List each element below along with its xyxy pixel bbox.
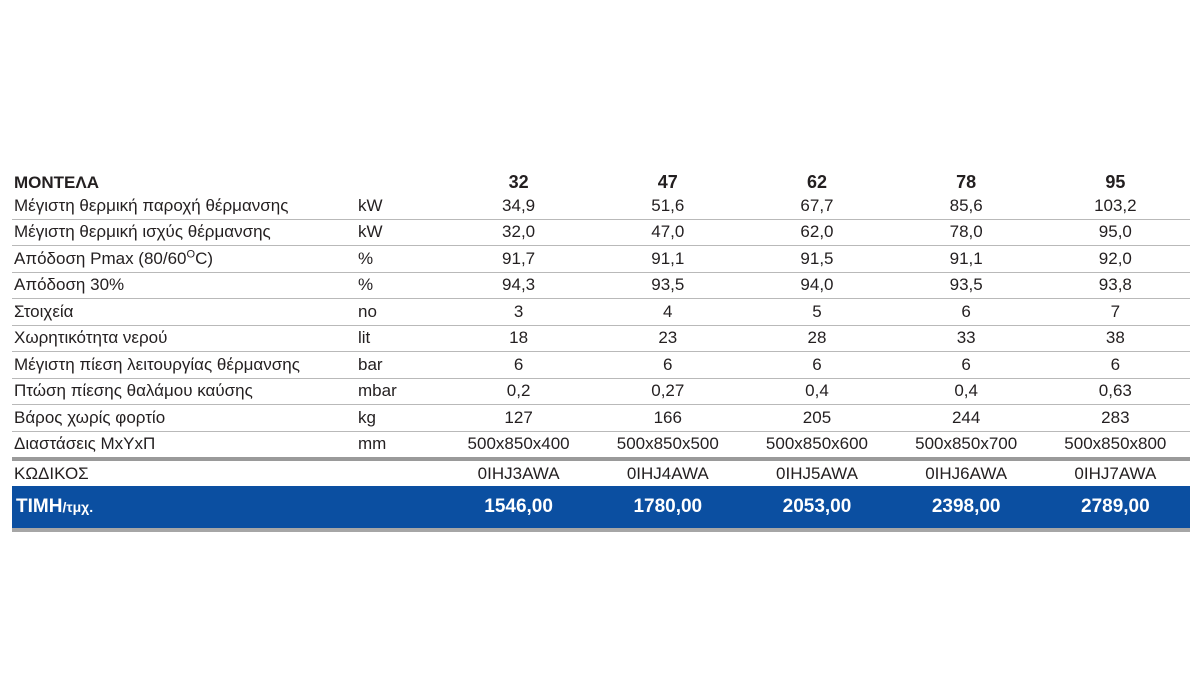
product-code: 0IHJ5AWA — [776, 463, 858, 483]
cell-value: 0,27 — [593, 378, 742, 405]
table-row — [12, 378, 1190, 405]
row-unit: kg — [358, 405, 444, 432]
cell-value: 32,0 — [444, 219, 593, 246]
cell-value: 23 — [593, 325, 742, 352]
cell-value: 0,2 — [444, 378, 593, 405]
product-code: 0IHJ4AWA — [626, 463, 709, 483]
table-row — [12, 352, 1190, 379]
cell-value: 6 — [1041, 352, 1190, 379]
table-row — [12, 219, 1190, 246]
cell-value: 0,4 — [742, 378, 891, 405]
price-unit-cell — [358, 486, 444, 530]
cell-value: 166 — [593, 405, 742, 432]
row-unit: no — [358, 299, 444, 326]
cell-value: 0,63 — [1041, 378, 1190, 405]
table-row — [12, 431, 1190, 459]
table-row — [12, 325, 1190, 352]
table-row — [12, 405, 1190, 432]
cell-value: 33 — [892, 325, 1041, 352]
code-label: ΚΩΔΙΚΟΣ — [14, 463, 89, 483]
product-code: 0IHJ7AWA — [1074, 463, 1157, 483]
cell-value: 500x850x800 — [1041, 431, 1190, 459]
cell-value: 127 — [444, 405, 593, 432]
cell-value: 28 — [742, 325, 891, 352]
cell-value: 283 — [1041, 405, 1190, 432]
row-label: Μέγιστη θερμική παροχή θέρμανσης — [12, 193, 358, 219]
table-header-row — [12, 167, 1190, 193]
price-unit: /τμχ. — [62, 499, 94, 515]
cell-value: 91,1 — [593, 246, 742, 273]
cell-value: 94,0 — [742, 272, 891, 299]
model-78-heading: 78 — [956, 172, 977, 192]
cell-value: 6 — [444, 352, 593, 379]
models-heading: ΜΟΝΤΕΛΑ — [14, 173, 99, 192]
cell-value: 93,5 — [593, 272, 742, 299]
row-unit: mbar — [358, 378, 444, 405]
code-row — [12, 459, 1190, 486]
price-value: 2789,00 — [1041, 486, 1190, 530]
cell-value: 51,6 — [593, 193, 742, 219]
cell-value: 6 — [892, 352, 1041, 379]
cell-value: 500x850x600 — [742, 431, 891, 459]
cell-value: 500x850x400 — [444, 431, 593, 459]
cell-value: 93,8 — [1041, 272, 1190, 299]
cell-value: 93,5 — [892, 272, 1041, 299]
row-label: Βάρος χωρίς φορτίο — [12, 405, 358, 432]
row-unit: lit — [358, 325, 444, 352]
cell-value: 6 — [593, 352, 742, 379]
row-label: Χωρητικότητα νερού — [12, 325, 358, 352]
cell-value: 500x850x500 — [593, 431, 742, 459]
model-62-heading: 62 — [806, 172, 827, 192]
row-unit: kW — [358, 219, 444, 246]
cell-value: 500x850x700 — [892, 431, 1041, 459]
row-label: Διαστάσεις ΜxΥxΠ — [12, 431, 358, 459]
cell-value: 205 — [742, 405, 891, 432]
cell-value: 91,1 — [892, 246, 1041, 273]
spec-table — [12, 167, 1190, 532]
price-value: 2053,00 — [742, 486, 891, 530]
row-label-main: Απόδοση Pmax (80/60 — [14, 248, 187, 268]
cell-value: 94,3 — [444, 272, 593, 299]
product-code: 0IHJ3AWA — [477, 463, 560, 483]
price-value: 1780,00 — [593, 486, 742, 530]
degree-superscript: O — [186, 248, 196, 261]
cell-value: 7 — [1041, 299, 1190, 326]
cell-value: 3 — [444, 299, 593, 326]
cell-value: 6 — [892, 299, 1041, 326]
cell-value: 6 — [742, 352, 891, 379]
model-47-heading: 47 — [657, 172, 678, 192]
cell-value: 67,7 — [742, 193, 891, 219]
cell-value: 5 — [742, 299, 891, 326]
row-label: Μέγιστη πίεση λειτουργίας θέρμανσης — [12, 352, 358, 379]
product-code: 0IHJ6AWA — [925, 463, 1008, 483]
model-95-heading: 95 — [1105, 172, 1126, 192]
cell-value: 244 — [892, 405, 1041, 432]
cell-value: 62,0 — [742, 219, 891, 246]
table-row — [12, 299, 1190, 326]
table-row — [12, 246, 1190, 273]
cell-value: 4 — [593, 299, 742, 326]
row-label: Πτώση πίεσης θαλάμου καύσης — [12, 378, 358, 405]
cell-value: 0,4 — [892, 378, 1041, 405]
price-row — [12, 486, 1190, 530]
row-label-end: C) — [195, 248, 214, 268]
cell-value: 38 — [1041, 325, 1190, 352]
cell-value: 91,5 — [742, 246, 891, 273]
model-32-heading: 32 — [508, 172, 529, 192]
row-unit: % — [358, 246, 444, 273]
row-unit: bar — [358, 352, 444, 379]
row-label: Μέγιστη θερμική ισχύς θέρμανσης — [12, 219, 358, 246]
row-unit: kW — [358, 193, 444, 219]
code-unit — [358, 459, 444, 486]
price-label — [12, 486, 358, 530]
row-unit: % — [358, 272, 444, 299]
cell-value: 18 — [444, 325, 593, 352]
cell-value: 92,0 — [1041, 246, 1190, 273]
row-unit: mm — [358, 431, 444, 459]
cell-value: 85,6 — [892, 193, 1041, 219]
table-row — [12, 193, 1190, 219]
row-label — [12, 246, 358, 273]
cell-value: 95,0 — [1041, 219, 1190, 246]
row-label: Στοιχεία — [12, 299, 358, 326]
cell-value: 103,2 — [1041, 193, 1190, 219]
price-label-main: ΤΙΜΗ — [16, 496, 63, 517]
cell-value: 78,0 — [892, 219, 1041, 246]
price-value: 2398,00 — [892, 486, 1041, 530]
unit-heading — [358, 167, 444, 193]
row-label: Απόδοση 30% — [12, 272, 358, 299]
cell-value: 91,7 — [444, 246, 593, 273]
price-value: 1546,00 — [444, 486, 593, 530]
cell-value: 34,9 — [444, 193, 593, 219]
table-row — [12, 272, 1190, 299]
cell-value: 47,0 — [593, 219, 742, 246]
